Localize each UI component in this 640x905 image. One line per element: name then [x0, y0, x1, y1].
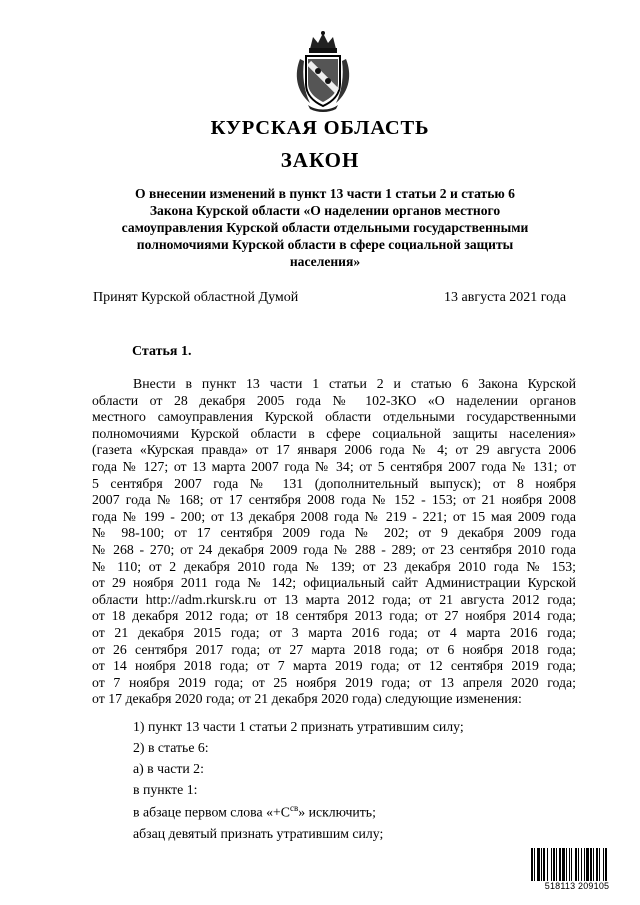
barcode-bar [566, 848, 567, 881]
article-heading: Статья 1. [132, 344, 192, 359]
barcode-bar [571, 848, 572, 881]
barcode-bar [551, 848, 552, 881]
paragraph-line: от 7 ноября 2019 года; от 25 ноября 2019 года; от 13 апреля 2020 года; [92, 674, 576, 690]
paragraph-line: Внести в пункт 13 части 1 статьи 2 и статью 6 Закона Курской [133, 376, 576, 391]
coat-of-arms-emblem [290, 29, 356, 113]
barcode-number: 518113 209105 [530, 881, 624, 891]
amendment-item: абзац девятый признать утратившим силу; [133, 826, 384, 841]
barcode-bar [584, 848, 585, 881]
paragraph-line: от 26 сентября 2017 года; от 27 марта 2018 года; от 6 ноября 2018 года; [92, 641, 576, 657]
paragraph-line: от 18 декабря 2012 года; от 18 сентября 2013 года; от 27 ноября 2014 года; [92, 608, 576, 624]
barcode-bar [590, 848, 592, 881]
paragraph-line: года № 127; от 13 марта 2007 года № 34; от 5 сентября 2007 года № 131; от [92, 458, 576, 474]
paragraph-line: области от 28 декабря 2005 года № 102-ЗКО «О наделении органов [92, 392, 576, 408]
barcode-bar [541, 848, 542, 881]
law-title-line: населения» [289, 254, 361, 269]
barcode-bar [603, 848, 604, 881]
document-type-heading: ЗАКОН [280, 148, 360, 172]
amendment-item: 1) пункт 13 части 1 статьи 2 признать утратившим силу; [133, 719, 464, 734]
region-heading: КУРСКАЯ ОБЛАСТЬ [210, 117, 430, 139]
paragraph-line: от 14 ноября 2018 года; от 7 марта 2019 года; от 12 сентября 2019 года; [92, 658, 576, 674]
barcode-bar [553, 848, 555, 881]
amendment-item: а) в части 2: [133, 761, 204, 776]
amendment-item [133, 803, 376, 821]
paragraph-line: (газета «Курская правда» от 17 января 2006 года № 4; от 29 августа 2006 [92, 442, 576, 458]
paragraph-line: области http://adm.rkursk.ru от 13 марта 2012 года; от 21 августа 2012 года; [92, 591, 576, 607]
paragraph-line: от 29 ноября 2011 года № 142; официальный сайт Администрации Курской [92, 575, 576, 591]
barcode-bar [605, 848, 607, 881]
barcode-bar [593, 848, 594, 881]
paragraph-line: № 268 - 270; от 24 декабря 2009 года № 288 - 289; от 23 сентября 2010 года [92, 541, 576, 557]
barcode-bar [596, 848, 598, 881]
barcode-bar [534, 848, 535, 881]
paragraph-line: местного самоуправления Курской области отдельными государственными [92, 409, 576, 425]
paragraph-line: 5 сентября 2007 года № 131 (дополнительный выпуск); от 8 ноября [92, 475, 576, 491]
barcode-bar [543, 848, 545, 881]
barcode-bar [537, 848, 540, 881]
amendment-item: 2) в статье 6: [133, 740, 209, 755]
barcode-bar [569, 848, 570, 881]
barcode-bar [531, 848, 533, 881]
barcode-bar [559, 848, 561, 881]
barcode-bar [586, 848, 589, 881]
adoption-date: 13 августа 2021 года [444, 290, 567, 305]
paragraph-line: № 110; от 2 декабря 2010 года № 139; от 23 декабря 2010 года № 153; [92, 558, 576, 574]
paragraph-line: от 17 декабря 2020 года; от 21 декабря 2020 года) следующие изменения: [92, 691, 522, 707]
barcode-bar [575, 848, 577, 881]
paragraph-line: года № 199 - 200; от 13 декабря 2008 года № 219 - 221; от 15 мая 2009 года [92, 508, 576, 524]
law-title-line: Закона Курской области «О наделении органов местного [149, 203, 501, 218]
barcode-bar [578, 848, 579, 881]
barcode-bar [599, 848, 600, 881]
amendment-item: в пункте 1: [133, 782, 198, 797]
paragraph-line: от 21 декабря 2015 года; от 3 марта 2016 года; от 4 марта 2016 года; [92, 624, 576, 640]
law-title-line: самоуправления Курской области отдельными государственными [121, 220, 529, 235]
barcode-bar [547, 848, 548, 881]
barcode-bar [562, 848, 565, 881]
amendment-item-text: в абзаце первом слова «+С [133, 804, 290, 820]
paragraph-line: № 98-100; от 17 сентября 2009 года № 202; от 9 декабря 2009 года [92, 525, 576, 541]
adopted-by: Принят Курской областной Думой [93, 290, 299, 305]
superscript-sv: св [289, 803, 299, 813]
law-title [90, 185, 560, 270]
paragraph-line: 2007 года № 168; от 17 сентября 2008 года № 152 - 153; от 21 ноября 2008 [92, 492, 576, 508]
paragraph-line: полномочиями Курской области в сфере социальной защиты населения» [92, 425, 576, 441]
barcode-bar [581, 848, 582, 881]
amendment-item-text: » исключить; [298, 804, 376, 820]
barcode-bar [556, 848, 557, 881]
article-paragraph [92, 376, 576, 708]
law-title-line: полномочиями Курской области в сфере социальной защиты [136, 237, 514, 252]
law-title-line: О внесении изменений в пункт 13 части 1 статьи 2 и статью 6 [135, 186, 515, 201]
